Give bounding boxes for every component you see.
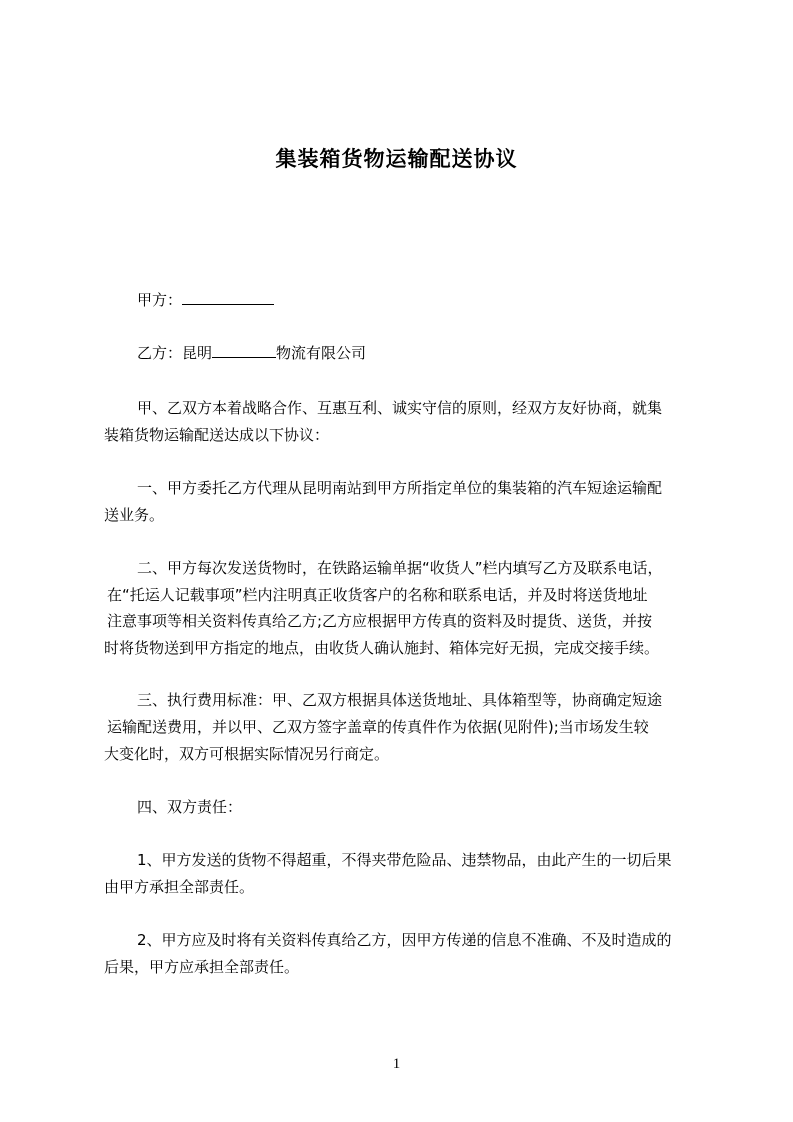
clause-3-line-2: 运输配送费用，并以甲、乙双方签字盖章的传真件作为依据(见附件);当市场发生较	[107, 718, 649, 736]
page-number: 1	[392, 1056, 401, 1072]
clause-3-line-3: 大变化时，双方可根据实际情况另行商定。	[104, 745, 390, 763]
party-b-suffix: 物流有限公司	[276, 344, 367, 362]
document-title: 集装箱货物运输配送协议	[275, 147, 518, 171]
clause-3-line-1: 三、执行费用标准：甲、乙双方根据具体送货地址、具体箱型等，协商确定短途	[137, 691, 663, 709]
clause-2-line-1: 二、甲方每次发送货物时，在铁路运输单据“收货人”栏内填写乙方及联系电话，	[137, 559, 663, 577]
clause-1-line-1: 一、甲方委托乙方代理从昆明南站到甲方所指定单位的集装箱的汽车短途运输配	[137, 479, 663, 497]
clause-1-line-2: 送业务。	[104, 506, 165, 524]
clause-2-line-4: 时将货物送到甲方指定的地点，由收货人确认施封、箱体完好无损，完成交接手续。	[104, 639, 660, 657]
party-a-label: 甲方：	[137, 291, 183, 309]
clause-4-item-2-line-1: 2、甲方应及时将有关资料传真给乙方，因甲方传递的信息不准确、不及时造成的	[137, 931, 672, 949]
clause-4-item-1-line-1: 1、甲方发送的货物不得超重，不得夹带危险品、违禁物品，由此产生的一切后果	[137, 851, 672, 869]
party-a-blank	[182, 290, 274, 305]
party-b-blank	[212, 343, 276, 358]
clause-4-heading: 四、双方责任：	[137, 798, 243, 816]
party-a-line	[137, 290, 274, 310]
party-b-line	[137, 343, 366, 363]
clause-4-item-1-line-2: 由甲方承担全部责任。	[104, 878, 255, 896]
intro-line-2: 装箱货物运输配送达成以下协议：	[104, 426, 330, 444]
clause-2-line-2: 在“托运人记载事项”栏内注明真正收货客户的名称和联系电话，并及时将送货地址	[107, 586, 648, 604]
intro-line-1: 甲、乙双方本着战略合作、互惠互利、诚实守信的原则，经双方友好协商，就集	[137, 399, 663, 417]
clause-4-item-2-line-2: 后果，甲方应承担全部责任。	[104, 958, 300, 976]
clause-2-line-3: 注意事项等相关资料传真给乙方;乙方应根据甲方传真的资料及时提货、送货，并按	[107, 612, 653, 630]
party-b-label: 乙方：昆明	[137, 344, 213, 362]
